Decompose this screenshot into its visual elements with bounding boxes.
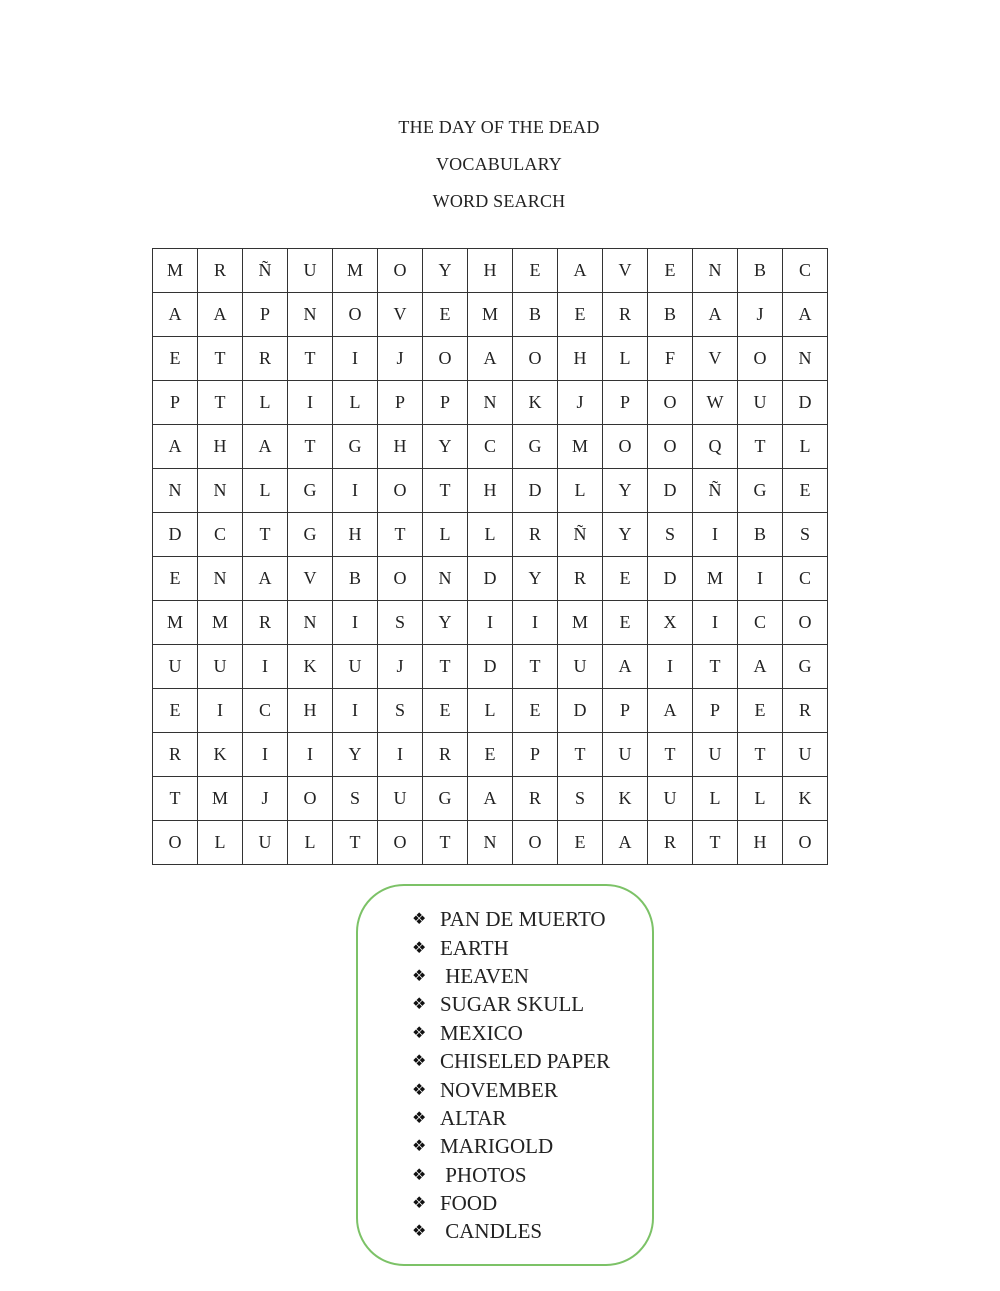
grid-cell[interactable]: U [288, 249, 333, 293]
grid-cell[interactable]: I [288, 733, 333, 777]
grid-row [153, 557, 828, 601]
grid-cell[interactable]: W [693, 381, 738, 425]
grid-cell[interactable]: P [603, 689, 648, 733]
grid-cell[interactable]: C [468, 425, 513, 469]
vocabulary-word: CANDLES [440, 1219, 543, 1244]
grid-cell[interactable]: E [153, 689, 198, 733]
grid-cell[interactable]: K [783, 777, 828, 821]
grid-cell[interactable]: N [693, 249, 738, 293]
grid-cell[interactable]: T [198, 337, 243, 381]
grid-cell[interactable]: M [198, 601, 243, 645]
list-item [412, 1104, 610, 1132]
grid-cell[interactable]: Y [423, 425, 468, 469]
grid-cell[interactable]: E [603, 557, 648, 601]
grid-cell[interactable]: P [378, 381, 423, 425]
grid-cell[interactable]: E [738, 689, 783, 733]
grid-cell[interactable]: T [423, 469, 468, 513]
grid-cell[interactable]: U [558, 645, 603, 689]
grid-cell[interactable]: E [423, 293, 468, 337]
grid-row [153, 733, 828, 777]
grid-cell[interactable]: N [783, 337, 828, 381]
grid-cell[interactable]: M [558, 425, 603, 469]
grid-cell[interactable]: H [738, 821, 783, 865]
grid-cell[interactable]: B [648, 293, 693, 337]
grid-cell[interactable]: I [243, 645, 288, 689]
list-item [412, 1019, 610, 1047]
grid-cell[interactable]: Ñ [243, 249, 288, 293]
grid-cell[interactable]: C [243, 689, 288, 733]
grid-cell[interactable]: M [198, 777, 243, 821]
grid-cell[interactable]: R [153, 733, 198, 777]
grid-cell[interactable]: T [513, 645, 558, 689]
grid-cell[interactable]: H [468, 249, 513, 293]
grid-cell[interactable]: D [153, 513, 198, 557]
grid-cell[interactable]: M [468, 293, 513, 337]
grid-cell[interactable]: D [648, 469, 693, 513]
list-item [412, 905, 610, 933]
grid-cell[interactable]: O [333, 293, 378, 337]
grid-cell[interactable]: D [468, 645, 513, 689]
grid-cell[interactable]: T [423, 821, 468, 865]
grid-cell[interactable]: N [153, 469, 198, 513]
grid-cell[interactable]: L [558, 469, 603, 513]
grid-cell[interactable]: K [513, 381, 558, 425]
grid-cell[interactable]: D [558, 689, 603, 733]
grid-cell[interactable]: K [288, 645, 333, 689]
grid-cell[interactable]: R [243, 337, 288, 381]
word-search-grid [152, 248, 828, 865]
grid-cell[interactable]: A [153, 293, 198, 337]
grid-cell[interactable]: T [558, 733, 603, 777]
grid-cell[interactable]: Ñ [693, 469, 738, 513]
grid-cell[interactable]: R [558, 557, 603, 601]
grid-cell[interactable]: L [333, 381, 378, 425]
grid-cell[interactable]: E [153, 557, 198, 601]
grid-cell[interactable]: T [198, 381, 243, 425]
grid-cell[interactable]: I [378, 733, 423, 777]
grid-cell[interactable]: I [648, 645, 693, 689]
grid-cell[interactable]: N [198, 557, 243, 601]
grid-cell[interactable]: O [153, 821, 198, 865]
grid-cell[interactable]: O [513, 337, 558, 381]
grid-cell[interactable]: Y [423, 601, 468, 645]
grid-cell[interactable]: L [603, 337, 648, 381]
grid-cell[interactable]: N [288, 293, 333, 337]
grid-cell[interactable]: T [693, 645, 738, 689]
grid-cell[interactable]: O [738, 337, 783, 381]
grid-cell[interactable]: O [783, 821, 828, 865]
grid-cell[interactable]: G [423, 777, 468, 821]
grid-cell[interactable]: S [783, 513, 828, 557]
grid-cell[interactable]: I [333, 469, 378, 513]
grid-cell[interactable]: U [198, 645, 243, 689]
grid-cell[interactable]: J [738, 293, 783, 337]
grid-cell[interactable]: C [783, 249, 828, 293]
grid-cell[interactable]: M [153, 249, 198, 293]
grid-cell[interactable]: Y [513, 557, 558, 601]
grid-cell[interactable]: L [243, 469, 288, 513]
grid-cell[interactable]: S [333, 777, 378, 821]
grid-cell[interactable]: V [288, 557, 333, 601]
list-item [412, 1189, 610, 1217]
grid-cell[interactable]: A [153, 425, 198, 469]
grid-cell[interactable]: R [603, 293, 648, 337]
grid-cell[interactable]: P [513, 733, 558, 777]
diamond-bullet-icon: ❖ [412, 1136, 427, 1156]
grid-cell[interactable]: M [153, 601, 198, 645]
grid-cell[interactable]: G [333, 425, 378, 469]
grid-cell[interactable]: A [468, 337, 513, 381]
grid-cell[interactable]: B [333, 557, 378, 601]
grid-row [153, 513, 828, 557]
grid-cell[interactable]: P [153, 381, 198, 425]
grid-cell[interactable]: L [198, 821, 243, 865]
grid-cell[interactable]: O [648, 425, 693, 469]
grid-cell[interactable]: A [243, 557, 288, 601]
grid-cell[interactable]: O [378, 821, 423, 865]
grid-cell[interactable]: G [738, 469, 783, 513]
grid-cell[interactable]: O [648, 381, 693, 425]
grid-cell[interactable]: V [378, 293, 423, 337]
grid-cell[interactable]: F [648, 337, 693, 381]
grid-row [153, 777, 828, 821]
grid-cell[interactable]: T [243, 513, 288, 557]
grid-cell[interactable]: I [468, 601, 513, 645]
grid-cell[interactable]: T [153, 777, 198, 821]
diamond-bullet-icon: ❖ [412, 937, 427, 957]
vocabulary-word: HEAVEN [440, 963, 529, 988]
grid-cell[interactable]: I [693, 601, 738, 645]
grid-cell[interactable]: A [603, 645, 648, 689]
grid-cell[interactable]: L [468, 689, 513, 733]
vocabulary-word: NOVEMBER [440, 1077, 558, 1102]
grid-cell[interactable]: D [513, 469, 558, 513]
grid-cell[interactable]: A [558, 249, 603, 293]
grid-cell[interactable]: U [693, 733, 738, 777]
grid-cell[interactable]: E [783, 469, 828, 513]
grid-row [153, 601, 828, 645]
grid-cell[interactable]: E [423, 689, 468, 733]
grid-row [153, 821, 828, 865]
grid-cell[interactable]: U [783, 733, 828, 777]
grid-cell[interactable]: I [693, 513, 738, 557]
grid-cell[interactable]: T [333, 821, 378, 865]
grid-cell[interactable]: J [558, 381, 603, 425]
grid-cell[interactable]: R [423, 733, 468, 777]
grid-cell[interactable]: K [198, 733, 243, 777]
word-list [412, 905, 610, 1246]
grid-cell[interactable]: J [378, 337, 423, 381]
grid-cell[interactable]: P [423, 381, 468, 425]
grid-cell[interactable]: C [783, 557, 828, 601]
grid-row [153, 293, 828, 337]
grid-cell[interactable]: E [558, 293, 603, 337]
grid-cell[interactable]: U [738, 381, 783, 425]
grid-row [153, 425, 828, 469]
grid-cell[interactable]: A [468, 777, 513, 821]
diamond-bullet-icon: ❖ [412, 1221, 427, 1241]
grid-cell[interactable]: V [603, 249, 648, 293]
grid-cell[interactable]: I [738, 557, 783, 601]
vocabulary-word: MEXICO [440, 1020, 523, 1045]
vocabulary-word: EARTH [440, 935, 509, 960]
grid-cell[interactable]: O [603, 425, 648, 469]
vocabulary-word: SUGAR SKULL [440, 992, 585, 1017]
grid-row [153, 381, 828, 425]
grid-cell[interactable]: A [693, 293, 738, 337]
grid-cell[interactable]: R [243, 601, 288, 645]
diamond-bullet-icon: ❖ [412, 1164, 427, 1184]
grid-cell[interactable]: U [333, 645, 378, 689]
grid-cell[interactable]: S [378, 601, 423, 645]
grid-cell[interactable]: Y [423, 249, 468, 293]
grid-cell[interactable]: M [333, 249, 378, 293]
grid-cell[interactable]: A [648, 689, 693, 733]
grid-cell[interactable]: O [423, 337, 468, 381]
grid-cell[interactable]: T [648, 733, 693, 777]
vocabulary-word: FOOD [440, 1191, 498, 1216]
grid-cell[interactable]: I [243, 733, 288, 777]
grid-cell[interactable]: S [378, 689, 423, 733]
grid-cell[interactable]: D [648, 557, 693, 601]
list-item [412, 1075, 610, 1103]
grid-row [153, 689, 828, 733]
grid-cell[interactable]: I [333, 689, 378, 733]
grid-cell[interactable]: E [603, 601, 648, 645]
grid-cell[interactable]: T [378, 513, 423, 557]
grid-cell[interactable]: K [603, 777, 648, 821]
list-item [412, 1161, 610, 1189]
grid-cell[interactable]: P [603, 381, 648, 425]
list-item [412, 1047, 610, 1075]
list-item [412, 1132, 610, 1160]
grid-cell[interactable]: T [693, 821, 738, 865]
grid-cell[interactable]: T [423, 645, 468, 689]
grid-cell[interactable]: H [198, 425, 243, 469]
list-item [412, 962, 610, 990]
grid-cell[interactable]: U [153, 645, 198, 689]
grid-cell[interactable]: E [513, 689, 558, 733]
grid-cell[interactable]: U [648, 777, 693, 821]
grid-cell[interactable]: J [243, 777, 288, 821]
grid-cell[interactable]: I [333, 601, 378, 645]
grid-cell[interactable]: O [378, 249, 423, 293]
grid-cell[interactable]: C [738, 601, 783, 645]
grid-cell[interactable]: L [468, 513, 513, 557]
grid-cell[interactable]: Q [693, 425, 738, 469]
grid-cell[interactable]: E [558, 821, 603, 865]
grid-cell[interactable]: O [288, 777, 333, 821]
grid-cell[interactable]: H [558, 337, 603, 381]
grid-cell[interactable]: T [288, 425, 333, 469]
grid-cell[interactable]: B [738, 513, 783, 557]
grid-cell[interactable]: U [603, 733, 648, 777]
grid-cell[interactable]: O [513, 821, 558, 865]
grid-cell[interactable]: P [243, 293, 288, 337]
vocabulary-word: PAN DE MUERTO [440, 907, 606, 932]
grid-cell[interactable]: H [288, 689, 333, 733]
grid-cell[interactable]: X [648, 601, 693, 645]
grid-cell[interactable]: D [468, 557, 513, 601]
grid-cell[interactable]: A [198, 293, 243, 337]
grid-cell[interactable]: N [288, 601, 333, 645]
grid-cell[interactable]: O [378, 557, 423, 601]
grid-cell[interactable]: S [648, 513, 693, 557]
grid-cell[interactable]: O [378, 469, 423, 513]
grid-cell[interactable]: A [243, 425, 288, 469]
grid-cell[interactable]: I [333, 337, 378, 381]
vocabulary-word: ALTAR [440, 1105, 507, 1130]
grid-cell[interactable]: I [198, 689, 243, 733]
grid-cell[interactable]: A [738, 645, 783, 689]
grid-cell[interactable]: D [783, 381, 828, 425]
grid-cell[interactable]: T [738, 425, 783, 469]
list-item [412, 933, 610, 961]
grid-cell[interactable]: A [603, 821, 648, 865]
grid-cell[interactable]: Ñ [558, 513, 603, 557]
grid-cell[interactable]: T [288, 337, 333, 381]
grid-cell[interactable]: R [198, 249, 243, 293]
grid-cell[interactable]: P [693, 689, 738, 733]
vocabulary-word: MARIGOLD [440, 1134, 554, 1159]
grid-cell[interactable]: E [468, 733, 513, 777]
title-line-1: THE DAY OF THE DEAD [398, 117, 600, 137]
diamond-bullet-icon: ❖ [412, 965, 427, 985]
grid-cell[interactable]: L [243, 381, 288, 425]
grid-cell[interactable]: Y [333, 733, 378, 777]
diamond-bullet-icon: ❖ [412, 1051, 427, 1071]
grid-cell[interactable]: N [468, 821, 513, 865]
grid-cell[interactable]: B [738, 249, 783, 293]
grid-row [153, 337, 828, 381]
diamond-bullet-icon: ❖ [412, 1193, 427, 1213]
grid-cell[interactable]: H [468, 469, 513, 513]
grid-cell[interactable]: L [423, 513, 468, 557]
grid-cell[interactable]: O [783, 601, 828, 645]
grid-cell[interactable]: G [783, 645, 828, 689]
grid-cell[interactable]: L [693, 777, 738, 821]
grid-cell[interactable]: I [288, 381, 333, 425]
vocabulary-word: PHOTOS [440, 1162, 527, 1187]
title-line-3: WORD SEARCH [432, 191, 566, 211]
grid-cell[interactable]: E [153, 337, 198, 381]
grid-cell[interactable]: Y [603, 513, 648, 557]
grid-row [153, 249, 828, 293]
grid-cell[interactable]: N [468, 381, 513, 425]
diamond-bullet-icon: ❖ [412, 1022, 427, 1042]
grid-cell[interactable]: E [648, 249, 693, 293]
grid-cell[interactable]: N [198, 469, 243, 513]
grid-cell[interactable]: B [513, 293, 558, 337]
grid-cell[interactable]: R [513, 777, 558, 821]
diamond-bullet-icon: ❖ [412, 994, 427, 1014]
vocabulary-word: CHISELED PAPER [440, 1049, 611, 1074]
grid-cell[interactable]: R [513, 513, 558, 557]
grid-cell[interactable]: N [423, 557, 468, 601]
grid-cell[interactable]: U [378, 777, 423, 821]
diamond-bullet-icon: ❖ [412, 1107, 427, 1127]
grid-cell[interactable]: L [288, 821, 333, 865]
list-item [412, 1217, 610, 1245]
grid-cell[interactable]: L [738, 777, 783, 821]
grid-cell[interactable]: L [783, 425, 828, 469]
grid-cell[interactable]: U [243, 821, 288, 865]
grid-cell[interactable]: R [783, 689, 828, 733]
grid-cell[interactable]: M [558, 601, 603, 645]
diamond-bullet-icon: ❖ [412, 1079, 427, 1099]
title-line-2: VOCABULARY [435, 154, 562, 174]
grid-cell[interactable]: E [513, 249, 558, 293]
grid-cell[interactable]: J [378, 645, 423, 689]
grid-cell[interactable]: S [558, 777, 603, 821]
grid-cell[interactable]: H [378, 425, 423, 469]
grid-cell[interactable]: Y [603, 469, 648, 513]
grid-row [153, 469, 828, 513]
grid-cell[interactable]: G [288, 469, 333, 513]
grid-cell[interactable]: M [693, 557, 738, 601]
grid-cell[interactable]: G [288, 513, 333, 557]
list-item [412, 990, 610, 1018]
grid-row [153, 645, 828, 689]
grid-cell[interactable]: V [693, 337, 738, 381]
grid-cell[interactable]: I [513, 601, 558, 645]
grid-cell[interactable]: C [198, 513, 243, 557]
grid-cell[interactable]: G [513, 425, 558, 469]
grid-cell[interactable]: H [333, 513, 378, 557]
grid-cell[interactable]: T [738, 733, 783, 777]
diamond-bullet-icon: ❖ [412, 909, 427, 929]
grid-cell[interactable]: A [783, 293, 828, 337]
grid-cell[interactable]: R [648, 821, 693, 865]
